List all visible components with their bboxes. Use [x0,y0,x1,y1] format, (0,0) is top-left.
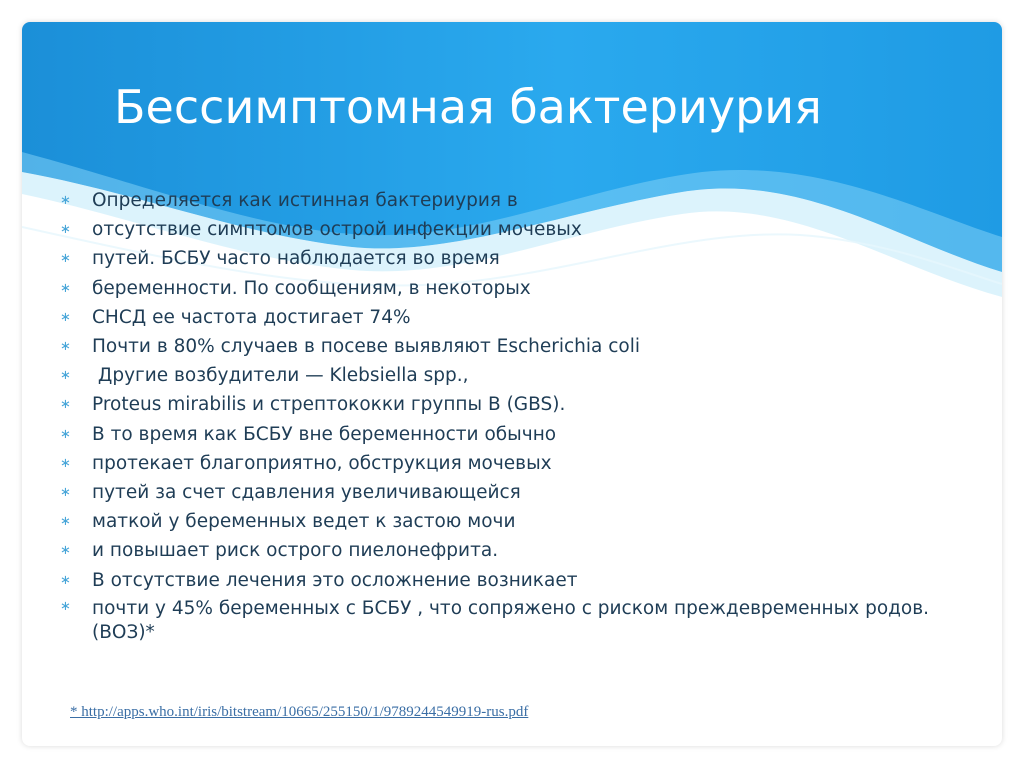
asterisk-bullet-icon: ∗ [60,368,71,384]
list-item [60,420,960,449]
asterisk-bullet-icon: ∗ [60,397,71,413]
asterisk-bullet-icon: ∗ [60,514,71,530]
slide-title: Бессимптомная бактериурия [114,80,822,134]
asterisk-bullet-icon: ∗ [60,598,71,614]
list-item [60,215,960,244]
list-item [60,186,960,215]
bullet-text: Другие возбудители — Klebsiella spp., [92,365,469,387]
asterisk-bullet-icon: ∗ [60,485,71,501]
asterisk-bullet-icon: ∗ [60,572,71,588]
list-item [60,244,960,273]
list-item [60,595,960,645]
list-item [60,449,960,478]
bullet-text: Почти в 80% случаев в посеве выявляют Escherichia coli [92,336,641,358]
bullet-text: Proteus mirabilis и стрептококки группы В (GBS). [92,394,566,416]
list-item [60,361,960,390]
bullet-text: и повышает риск острого пиелонефрита. [92,540,499,562]
asterisk-bullet-icon: ∗ [60,251,71,267]
bullet-text: В отсутствие лечения это осложнение возникает [92,569,578,591]
asterisk-bullet-icon: ∗ [60,222,71,238]
list-item [60,536,960,565]
asterisk-bullet-icon: ∗ [60,339,71,355]
bullet-text: путей за счет сдавления увеличивающейся [92,482,521,504]
asterisk-bullet-icon: ∗ [60,193,71,208]
bullet-text: почти у 45% беременных с БСБУ , что сопряжено с риском преждевременных родов. (ВОЗ)* [92,597,930,643]
bullet-text: маткой у беременных ведет к застою мочи [92,511,516,533]
list-item [60,274,960,303]
asterisk-bullet-icon: ∗ [60,280,71,296]
asterisk-bullet-icon: ∗ [60,455,71,471]
bullet-text: путей. БСБУ часто наблюдается во время [92,248,500,270]
list-item [60,390,960,419]
asterisk-bullet-icon: ∗ [60,543,71,559]
bullet-text: СНСД ее частота достигает 74% [92,306,411,328]
bullet-text: беременности. По сообщениям, в некоторых [92,277,531,299]
bullet-text: Определяется как истинная бактериурия в [92,190,518,211]
asterisk-bullet-icon: ∗ [60,426,71,442]
list-item [60,478,960,507]
bullet-list [60,186,960,645]
list-item [60,332,960,361]
source-link[interactable]: * http://apps.who.int/iris/bitstream/10665/255150/1/9789244549919-rus.pdf [70,704,529,720]
list-item [60,507,960,536]
bullet-text: В то время как БСБУ вне беременности обычно [92,423,557,445]
bullet-text: отсутствие симптомов острой инфекции мочевых [92,219,582,241]
list-item [60,566,960,595]
asterisk-bullet-icon: ∗ [60,309,71,325]
bullet-text: протекает благоприятно, обструкция мочевых [92,452,552,474]
slide [22,22,1002,746]
list-item [60,303,960,332]
